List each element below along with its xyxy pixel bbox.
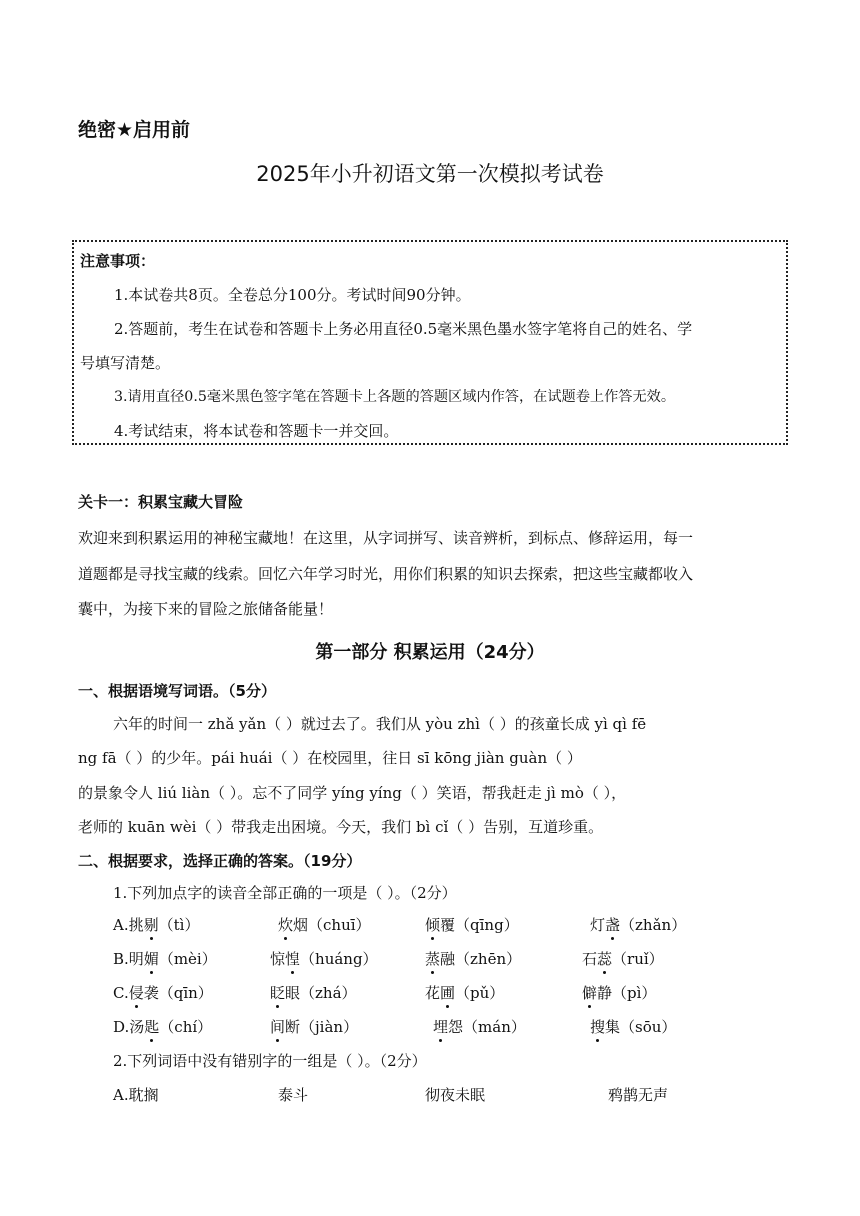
pinyin: （pì）	[612, 984, 657, 1002]
pinyin: （tì）	[158, 916, 200, 934]
option-label: C.	[113, 984, 129, 1002]
q2-option-a-3: 彻夜未眠	[425, 1086, 486, 1104]
pinyin: （sōu）	[620, 1018, 677, 1036]
q2-option-a-4: 鸦鹊无声	[608, 1086, 669, 1104]
pinyin: （jiàn）	[300, 1018, 359, 1036]
q1-option-b-item: B.明媚（mèi）	[113, 950, 217, 968]
dotted-char: 媚	[143, 950, 159, 968]
notice-item: 3.请用直径0.5毫米黑色签字笔在答题卡上各题的答题区域内作答，在试题卷上作答无效。	[114, 389, 676, 405]
dotted-char: 炊	[278, 916, 294, 934]
pinyin: （qīn）	[158, 984, 213, 1002]
pinyin: （chí）	[159, 1018, 213, 1036]
dotted-char: 搜	[590, 1018, 606, 1036]
part-title: 第一部分 积累运用（24分）	[315, 642, 545, 663]
dotted-char: 圃	[440, 984, 456, 1002]
q2-option-a-2: 泰斗	[278, 1086, 309, 1104]
notice-item: 4.考试结束，将本试卷和答题卡一并交回。	[114, 422, 399, 440]
q1-option-a-item: A.挑剔（tì）	[113, 916, 200, 934]
dotted-char: 盏	[605, 916, 621, 934]
q1-option-a-item: 倾覆（qīng）	[425, 916, 519, 934]
notice-item: 号填写清楚。	[80, 354, 171, 372]
q1-option-a-item: 炊烟（chuī）	[278, 916, 371, 934]
level-intro-line: 囊中，为接下来的冒险之旅储备能量！	[78, 600, 334, 618]
q1-option-c-item: C.侵袭（qīn）	[113, 984, 213, 1002]
notice-box	[72, 240, 788, 445]
q1-option-d-item: D.汤匙（chí）	[113, 1018, 213, 1036]
notice-item: 1.本试卷共8页。全卷总分100分。考试时间90分钟。	[114, 286, 471, 304]
q2-option-a-1: A.耽搁	[113, 1086, 159, 1104]
dotted-char: 惶	[285, 950, 301, 968]
fill-line: 老师的 kuān wèi（ ）带我走出困境。今天，我们 bì cǐ（ ）告别，互道珍重。	[78, 818, 604, 836]
fill-line: ng fā（ ）的少年。pái huái（ ）在校园里，往日 sī kōng jiàn guàn（ ）	[78, 749, 582, 767]
q1-option-b-item: 惊惶（huáng）	[270, 950, 378, 968]
dotted-char: 眨	[270, 984, 286, 1002]
option-label: B.	[113, 950, 129, 968]
q1-option-a-item: 灯盏（zhǎn）	[590, 916, 687, 934]
question-2-stem: 2.下列词语中没有错别字的一组是（ ）。（2分）	[113, 1052, 427, 1070]
fill-line: 的景象令人 liú liàn（ ）。忘不了同学 yíng yíng（ ）笑语，帮我赶走 jì mò（ ），	[78, 784, 627, 802]
confidential-mark: 绝密★启用前	[78, 119, 191, 141]
q1-option-c-item: 眨眼（zhá）	[270, 984, 357, 1002]
pinyin: （mán）	[463, 1018, 526, 1036]
option-label: D.	[113, 1018, 130, 1036]
dotted-char: 埋	[433, 1018, 449, 1036]
pinyin: （chuī）	[308, 916, 371, 934]
dotted-char: 僻	[582, 984, 598, 1002]
q1-option-b-item: 蒸融（zhēn）	[425, 950, 522, 968]
dotted-char: 侵	[128, 984, 144, 1002]
section1-heading: 一、根据语境写词语。（5分）	[78, 682, 276, 700]
question-1-stem: 1.下列加点字的读音全部正确的一项是（ ）。（2分）	[113, 884, 457, 902]
q1-option-c-item: 僻静（pì）	[582, 984, 657, 1002]
pinyin: （zhá）	[300, 984, 357, 1002]
level-heading: 关卡一：积累宝藏大冒险	[78, 493, 244, 511]
dotted-char: 剔	[143, 916, 159, 934]
exam-title: 2025年小升初语文第一次模拟考试卷	[256, 162, 604, 186]
section2-heading: 二、根据要求，选择正确的答案。（19分）	[78, 852, 362, 870]
pinyin: （ruǐ）	[612, 950, 664, 968]
option-label: A.	[113, 916, 129, 934]
pinyin: （zhēn）	[455, 950, 522, 968]
level-intro-line: 道题都是寻找宝藏的线索。回忆六年学习时光，用你们积累的知识去探索，把这些宝藏都收入	[78, 565, 694, 583]
dotted-char: 蒸	[425, 950, 441, 968]
dotted-char: 匙	[144, 1018, 160, 1036]
level-intro-line: 欢迎来到积累运用的神秘宝藏地！在这里，从字词拼写、读音辨析，到标点、修辞运用，每一	[78, 529, 694, 547]
q1-option-c-item: 花圃（pǔ）	[425, 984, 505, 1002]
pinyin: （huáng）	[300, 950, 378, 968]
notice-item: 2.答题前，考生在试卷和答题卡上务必用直径0.5毫米黑色墨水签字笔将自己的姓名、学	[114, 320, 693, 338]
pinyin: （pǔ）	[455, 984, 505, 1002]
q1-option-d-item: 间断（jiàn）	[270, 1018, 359, 1036]
pinyin: （mèi）	[158, 950, 217, 968]
pinyin: （qīng）	[455, 916, 519, 934]
q1-option-d-item: 搜集（sōu）	[590, 1018, 677, 1036]
notice-heading: 注意事项：	[80, 252, 156, 270]
pinyin: （zhǎn）	[620, 916, 687, 934]
dotted-char: 间	[270, 1018, 286, 1036]
q1-option-d-item: 埋怨（mán）	[433, 1018, 526, 1036]
dotted-char: 蕊	[597, 950, 613, 968]
dotted-char: 倾	[425, 916, 441, 934]
q1-option-b-item: 石蕊（ruǐ）	[582, 950, 664, 968]
fill-line: 六年的时间一 zhǎ yǎn（ ）就过去了。我们从 yòu zhì（ ）的孩童长成 yì qì fē	[113, 715, 647, 733]
